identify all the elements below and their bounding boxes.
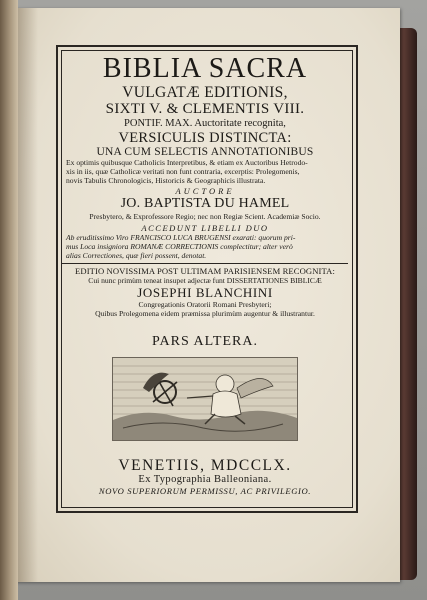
imprint-place-date: VENETIIS, MDCCLX. xyxy=(118,457,292,474)
cui-line: Cui nunc primùm teneat insupet adjectæ funt DISSERTATIONES BIBLICÆ xyxy=(88,276,322,285)
cherub-vignette xyxy=(112,357,298,441)
pontif-line: PONTIF. MAX. Auctoritate recognita, xyxy=(124,118,286,129)
vulgatae-line: VULGATÆ EDITIONIS, xyxy=(122,84,288,101)
sixti-line: SIXTI V. & CLEMENTIS VIII. xyxy=(105,101,305,117)
divider-rule xyxy=(62,263,348,264)
imprint-printer: Ex Typographia Balleoniana. xyxy=(138,474,272,485)
accedunt-text-line: alias Correctiones, quæ fieri possent, denotat. xyxy=(66,251,207,260)
una-cum-line: UNA CUM SELECTIS ANNOTATIONIBUS xyxy=(96,146,314,158)
congregationis-line: Congregationis Oratorii Romani Presbyteri; xyxy=(138,300,272,309)
pars-altera: PARS ALTERA. xyxy=(152,334,258,349)
author-description: Presbytero, & Exprofessore Regio; nec non Regiæ Scient. Academiæ Socio. xyxy=(89,212,321,221)
accedunt-text-line: mus Loca insigniora ROMANÆ CORRECTIONIS complectitur; alter verò xyxy=(66,242,293,251)
annotations-text-line: Ex optimis quibusque Catholicis Interpretibus, & etiam ex Auctoribus Hetrodo- xyxy=(66,158,308,167)
auctore-label: AUCTORE xyxy=(175,186,235,196)
annotations-text-line: xis in iis, quæ Catholicæ veritati non funt contraria, excerptis: Prolegomenis, xyxy=(66,167,300,176)
title-page-content xyxy=(58,48,352,496)
blanchini-name: JOSEPHI BLANCHINI xyxy=(137,285,273,300)
imprint-privilege: NOVO SUPERIORUM PERMISSU, AC PRIVILEGIO. xyxy=(98,486,312,496)
author-name: JO. BAPTISTA DU HAMEL xyxy=(120,196,290,211)
accedunt-heading: ACCEDUNT LIBELLI DUO xyxy=(141,223,269,233)
accedunt-text-line: Ab eruditissimo Viro FRANCISCO LUCA BRUGENSI exarati: quorum pri- xyxy=(66,233,296,242)
book-title: BIBLIA SACRA xyxy=(102,53,308,84)
annotations-text-line: novis Tabulis Chronologicis, Historicis & Geographicis illustrata. xyxy=(66,176,266,185)
quibus-line: Quibus Prolegomena eidem præmissa plurimùm augentur & illustrantur. xyxy=(95,309,315,318)
versiculis-line: VERSICULIS DISTINCTA: xyxy=(118,130,292,146)
editio-line: EDITIO NOVISSIMA POST ULTIMAM PARISIENSEM RECOGNITA: xyxy=(75,266,335,276)
page-stack-edge xyxy=(0,0,18,600)
